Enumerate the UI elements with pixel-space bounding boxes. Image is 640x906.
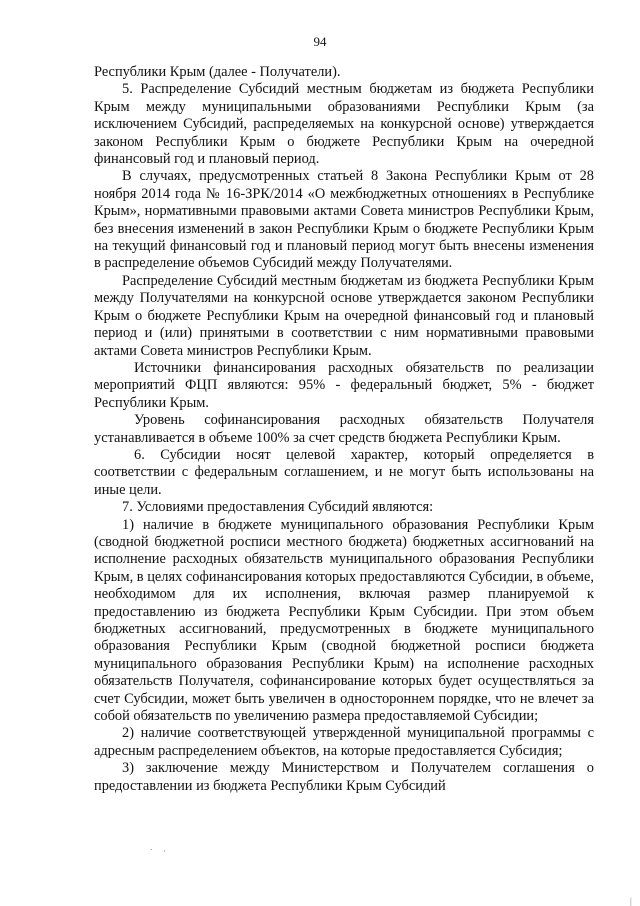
paragraph-distribution-changes: В случаях, предусмотренных статьей 8 Закона Республики Крым от 28 ноября 2014 года № 16-ЗРК/2014 «О межбюджетных отношениях в Республике Крым», нормативными правовыми актами Совета министров Республики Крым, без внесения изменений в закон Республики Крым о бюджете Республики Крым на текущий финансовый год и плановый период могут быть внесены изменения в распределение объемов Субсидий между Получателями. [94, 168, 594, 272]
document-body [94, 64, 594, 795]
scan-speck: . [150, 842, 153, 852]
paragraph-condition-3: 3) заключение между Министерством и Получателем соглашения о предоставлении из бюджета Республики Крым Субсидий [94, 760, 594, 794]
paragraph-item-6: 6. Субсидии носят целевой характер, который определяется в соответствии с федеральным соглашением, и не могут быть использованы на иные цели. [94, 446, 594, 498]
paragraph-recipients-continuation: Республики Крым (далее - Получатели). [94, 64, 341, 80]
paragraph-item-7: 7. Условиями предоставления Субсидий являются: [122, 499, 434, 516]
paragraph-condition-1: 1) наличие в бюджете муниципального образования Республики Крым (сводной бюджетной росписи местного бюджета) бюджетных ассигнований на исполнение расходных обязательств муниципального образования Республики Крым, в целях софинансирования которых предоставляются Субсидии, в объеме, необходимом для их исполнения, включая размер планируемой к предоставлению из бюджета Республики Крым Субсидии. При этом объем бюджетных ассигнований, предусмотренных в бюджете муниципального образования Республики Крым (сводной бюджетной росписи бюджета муниципального образования Республики Крым) на исполнение расходных обязательств Получателя, софинансирование которых будет осуществляться за счет Субсидии, может быть увеличен в одностороннем порядке, что не влечет за собой обязательств по увеличению размера предоставляемой Субсидии; [94, 516, 594, 725]
paragraph-condition-2: 2) наличие соответствующей утвержденной муниципальной программы с адресным распределением объектов, на которые предоставляется Субсидия; [94, 725, 594, 759]
page-number: 94 [313, 34, 327, 49]
scan-speck: · [163, 846, 166, 856]
paragraph-competitive-distribution: Распределение Субсидий местным бюджетам из бюджета Республики Крым между Получателями на конкурсной основе утверждается законом Республики Крым о бюджете Республики Крым на очередной финансовый год и плановый период и (или) принятыми в соответствии с ним нормативными правовыми актами Совета министров Республики Крым. [94, 272, 594, 359]
paragraph-funding-sources: Источники финансирования расходных обязательств по реализации мероприятий ФЦП являются: 95% - федеральный бюджет, 5% - бюджет Республики Крым. [94, 359, 594, 411]
scan-speck: | [630, 896, 632, 906]
paragraph-cofinancing-level: Уровень софинансирования расходных обязательств Получателя устанавливается в объеме 100% за счет средств бюджета Республики Крым. [94, 412, 594, 446]
paragraph-item-5: 5. Распределение Субсидий местным бюджетам из бюджета Республики Крым между муниципальными образованиями Республики Крым (за исключением Субсидий, распределяемых на конкурсной основе) утверждается законом Республики Крым о бюджете Республики Крым на очередной финансовый год и плановый период. [94, 81, 594, 168]
